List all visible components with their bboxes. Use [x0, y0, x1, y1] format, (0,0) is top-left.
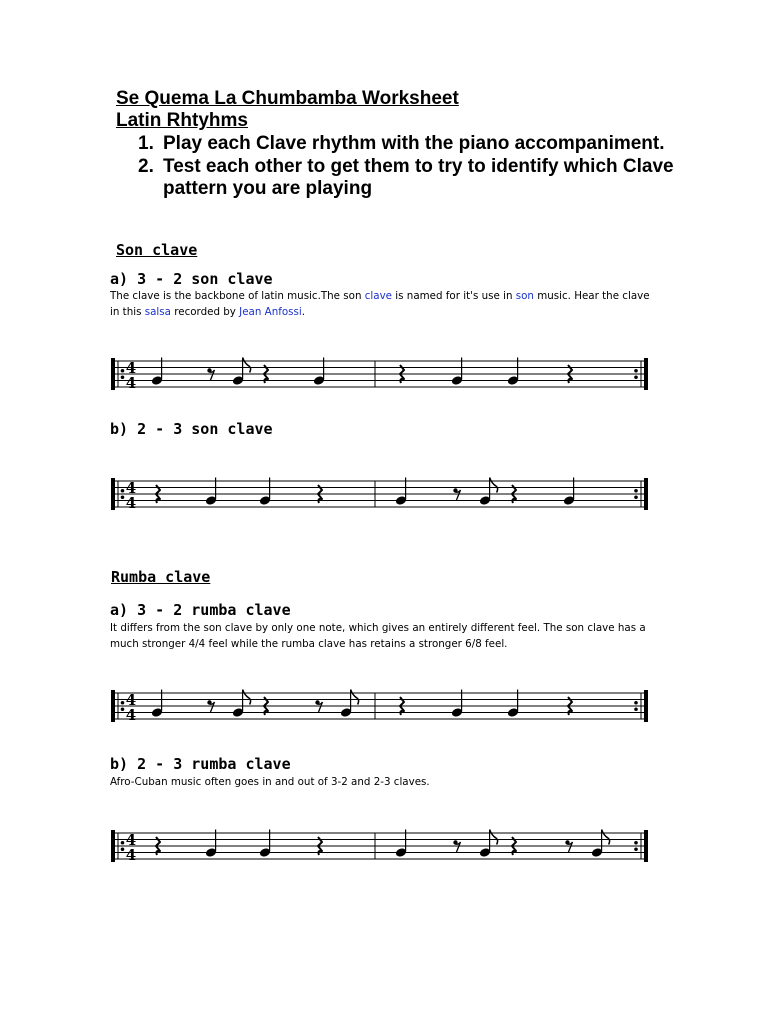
repeat-dot	[634, 369, 638, 373]
time-signature-top: 4	[125, 691, 137, 709]
eighth-flag	[602, 830, 610, 845]
artist-link[interactable]: Jean Anfossi	[239, 305, 302, 318]
repeat-thick-bar	[111, 830, 115, 862]
repeat-thick-bar	[111, 478, 115, 510]
desc-text: music. Hear the clave in this	[110, 290, 650, 318]
salsa-link[interactable]: salsa	[144, 305, 171, 318]
worksheet-subtitle: Latin Rhtyhms	[116, 110, 248, 131]
worksheet-title: Se Quema La Chumbamba Worksheet	[116, 88, 459, 109]
son-clave-description	[110, 289, 650, 320]
son-3-2-heading: a) 3 - 2 son clave	[110, 270, 273, 288]
repeat-dot	[634, 489, 638, 493]
repeat-dot	[121, 847, 125, 851]
desc-text: recorded by	[170, 305, 240, 318]
repeat-dot	[121, 707, 125, 711]
repeat-dot	[634, 847, 638, 851]
repeat-dot	[634, 701, 638, 705]
rumba-clave-description: It differs from the son clave by only one note, which gives an entirely different feel. The son clave has a much stronger 4/4 feel while the rumba clave has retains a stronger 6/8 feel.	[110, 622, 646, 650]
desc-text: is named for it's use in	[392, 290, 516, 302]
time-signature-bottom: 4	[125, 494, 137, 512]
repeat-thick-bar	[644, 478, 648, 510]
repeat-thick-bar	[644, 358, 648, 390]
repeat-dot	[634, 375, 638, 379]
repeat-thick-bar	[644, 690, 648, 722]
desc-text: .	[301, 305, 306, 318]
staff-son-3-2	[105, 345, 655, 405]
repeat-dot	[634, 841, 638, 845]
repeat-dot	[121, 375, 125, 379]
eighth-flag	[351, 690, 359, 705]
title-block	[116, 88, 676, 132]
son-clave-heading: Son clave	[116, 241, 198, 259]
repeat-dot	[121, 369, 125, 373]
repeat-dot	[121, 701, 125, 705]
time-signature-bottom: 4	[125, 374, 137, 392]
instruction-number: 1.	[138, 133, 154, 154]
time-signature-bottom: 4	[125, 706, 137, 724]
repeat-thick-bar	[111, 358, 115, 390]
repeat-thick-bar	[644, 830, 648, 862]
instruction-item	[138, 133, 678, 156]
repeat-dot	[121, 495, 125, 499]
eighth-flag	[243, 358, 251, 373]
instruction-item	[138, 156, 678, 201]
instruction-text: Play each Clave rhythm with the piano accompaniment.	[163, 133, 665, 154]
son-2-3-heading: b) 2 - 3 son clave	[110, 420, 273, 438]
eighth-flag	[490, 830, 498, 845]
instructions-list	[138, 133, 678, 201]
rumba-2-3-description: Afro-Cuban music often goes in and out of 3-2 and 2-3 claves.	[110, 776, 430, 788]
time-signature-top: 4	[125, 831, 137, 849]
clave-link[interactable]: clave	[364, 290, 393, 302]
instruction-number: 2.	[138, 155, 154, 177]
eighth-flag	[490, 478, 498, 493]
repeat-dot	[121, 489, 125, 493]
rumba-3-2-heading: a) 3 - 2 rumba clave	[110, 601, 291, 619]
staff-son-2-3	[105, 465, 655, 525]
repeat-dot	[634, 707, 638, 711]
repeat-dot	[634, 495, 638, 499]
staff-rumba-3-2	[105, 677, 655, 737]
instruction-text: Test each other to get them to try to identify which Clave pattern you are playing	[163, 155, 674, 199]
staff-rumba-2-3	[105, 817, 655, 877]
rumba-2-3-heading: b) 2 - 3 rumba clave	[110, 755, 291, 773]
time-signature-top: 4	[125, 479, 137, 497]
eighth-flag	[243, 690, 251, 705]
repeat-dot	[121, 841, 125, 845]
desc-text: The clave is the backbone of latin music.The son	[110, 290, 365, 302]
time-signature-top: 4	[125, 359, 137, 377]
rumba-clave-heading: Rumba clave	[111, 568, 211, 586]
time-signature-bottom: 4	[125, 846, 137, 864]
son-link[interactable]: son	[515, 290, 534, 302]
repeat-thick-bar	[111, 690, 115, 722]
